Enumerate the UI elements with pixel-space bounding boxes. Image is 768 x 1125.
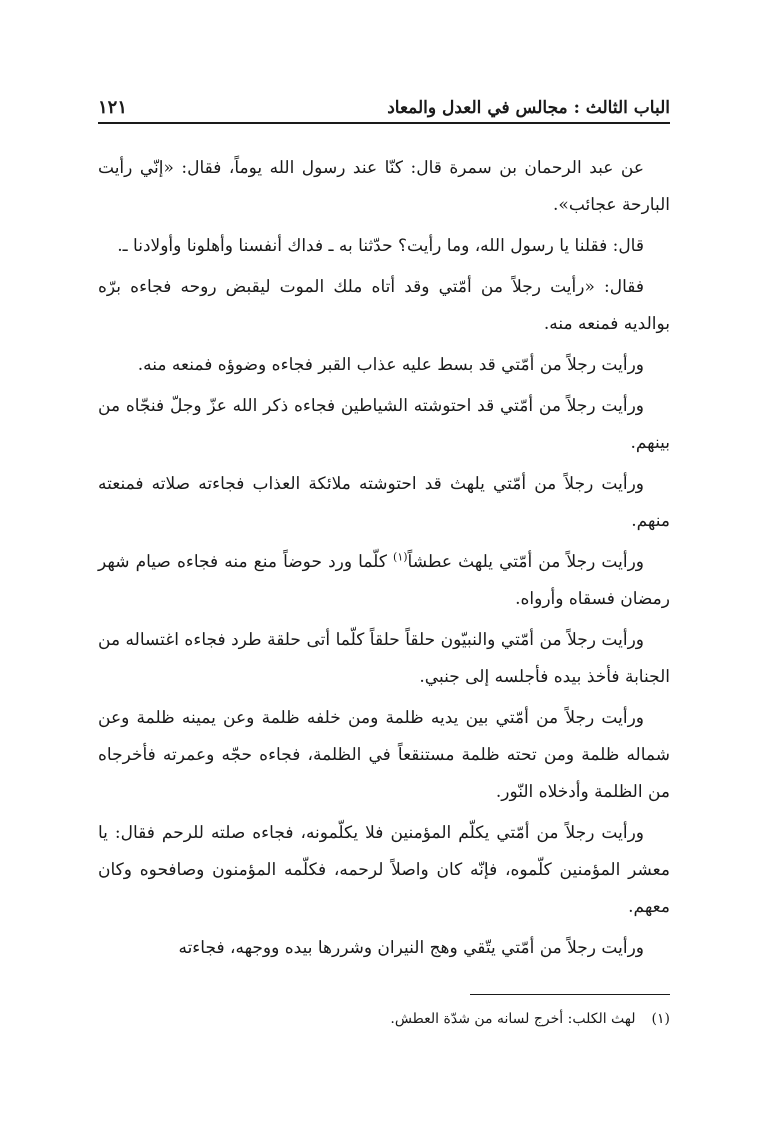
paragraph: ورأيت رجلاً من أمّتي والنبيّون حلقاً حلقاً كلّما أتى حلقة طرد فجاءه اغتساله من الجنابة فأخذ بيده فأجلسه إلى جنبي. <box>98 630 670 687</box>
paragraph-text: ورأيت رجلاً من أمّتي يلهث عطشاً <box>407 552 644 572</box>
paragraph: ورأيت رجلاً من أمّتي يكلّم المؤمنين فلا يكلّمونه، فجاءه صلته للرحم فقال: يا معشر المؤمنين كلّموه، فإنّه كان واصلاً لرحمه، فكلّمه المؤمنون وصافحوه وكان معهم. <box>98 823 670 917</box>
paragraph: ورأيت رجلاً من أمّتي يتّقي وهج النيران وشررها بيده ووجهه، فجاءته <box>178 938 644 958</box>
paragraph: قال: فقلنا يا رسول الله، وما رأيت؟ حدّثنا به ـ فداك أنفسنا وأهلونا وأولادنا ـ. <box>117 236 644 256</box>
footnote <box>98 1008 670 1030</box>
paragraph: فقال: «رأيت رجلاً من أمّتي وقد أتاه ملك الموت ليقبض روحه فجاءه برّه بوالديه فمنعه منه. <box>98 277 670 334</box>
footnote-number: (١) <box>651 1011 670 1027</box>
paragraph: ورأيت رجلاً من أمّتي بين يديه ظلمة ومن خلفه ظلمة وعن يمينه ظلمة وعن شماله ظلمة ومن تحته ظلمة مستنقعاً في الظلمة، فجاءه حجّه وعمرته فأخرجاه من الظلمة وأدخلاه النّور. <box>98 708 670 802</box>
footnote-text: لهث الكلب: أخرج لسانه من شدّة العطش. <box>390 1011 636 1027</box>
footnote-reference: (١) <box>393 550 408 564</box>
paragraph: ورأيت رجلاً من أمّتي يلهث قد احتوشته ملائكة العذاب فجاءته صلاته فمنعته منهم. <box>98 474 670 531</box>
page-number: ١٢١ <box>98 97 128 118</box>
chapter-title: الباب الثالث : مجالس في العدل والمعاد <box>387 98 670 118</box>
paragraph: ورأيت رجلاً من أمّتي قد بسط عليه عذاب القبر فجاءه وضوؤه فمنعه منه. <box>137 355 644 375</box>
running-head <box>98 86 670 120</box>
paragraph-text: كلّما ورد حوضاً منع منه فجاءه صيام شهر رمضان فسقاه وأرواه. <box>98 552 670 609</box>
paragraph: عن عبد الرحمان بن سمرة قال: كنّا عند رسول الله يوماً، فقال: «إنّي رأيت البارحة عجائب». <box>98 158 670 215</box>
paragraph: ورأيت رجلاً من أمّتي قد احتوشته الشياطين فجاءه ذكر الله عزّ وجلّ فنجّاه من بينهم. <box>98 396 670 453</box>
paragraph <box>98 544 670 618</box>
header-divider <box>98 122 670 124</box>
body-text <box>98 150 670 971</box>
footnote-divider <box>470 994 670 995</box>
